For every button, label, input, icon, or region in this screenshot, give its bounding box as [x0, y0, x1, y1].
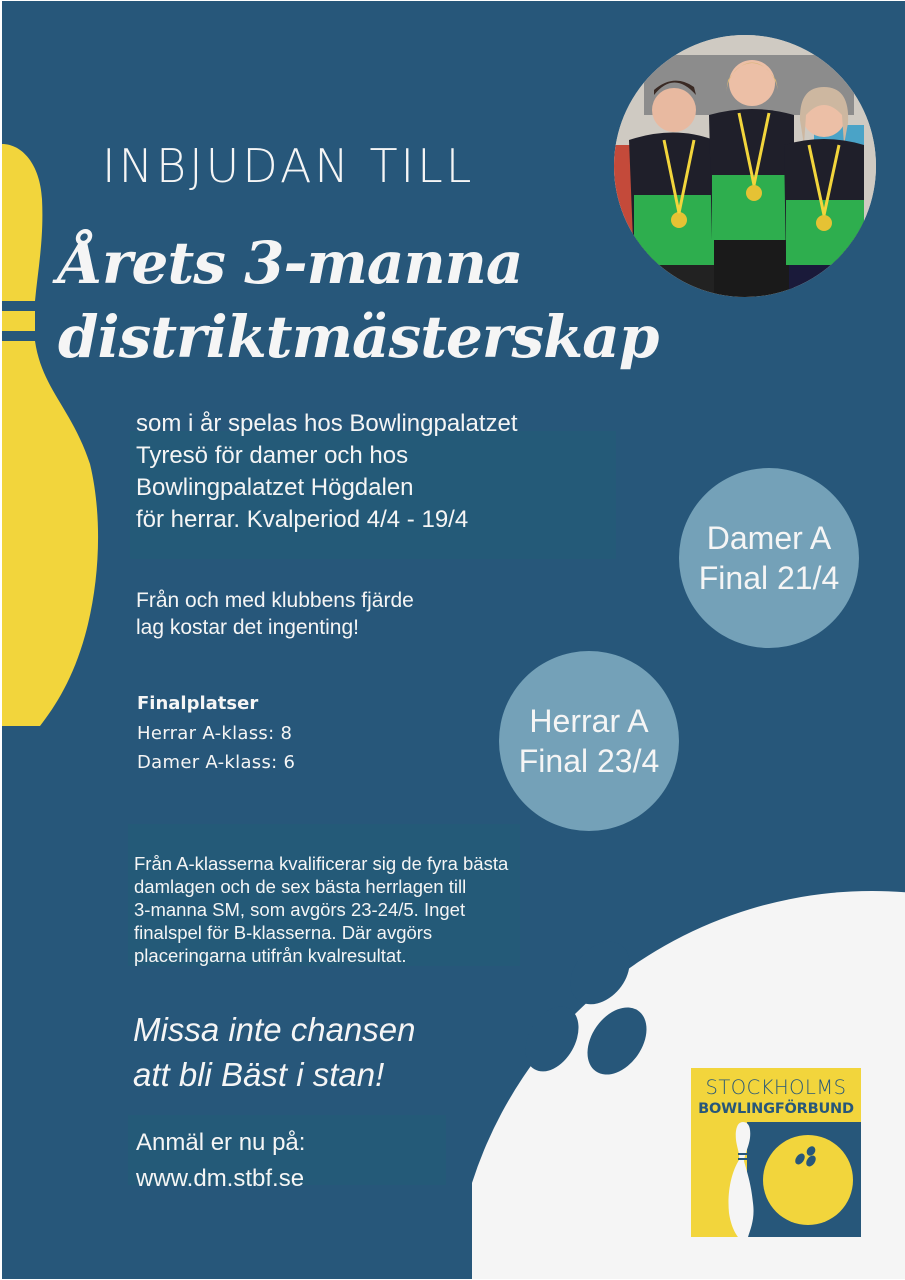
final-places-item: Damer A-klass: 6 [137, 752, 296, 773]
cost-line: lag kostar det ingenting! [136, 616, 359, 639]
qualification-info [134, 852, 508, 967]
qualification-line: placeringarna utifrån kvalresultat. [134, 945, 407, 966]
qualification-line: finalspel för B-klasserna. Där avgörs [134, 922, 433, 943]
qualification-line: damlagen och de sex bästa herrlagen till [134, 876, 467, 897]
herrar-final-badge [499, 651, 679, 831]
team-photo [614, 35, 876, 297]
venue-info [136, 408, 518, 536]
venue-line: som i år spelas hos Bowlingpalatzet [136, 410, 518, 437]
logo-text-bowlingforbund: BOWLINGFÖRBUND [698, 1101, 854, 1117]
herrar-final-class: Herrar A [529, 703, 649, 739]
poster [2, 1, 905, 1279]
damer-final-date: Final 21/4 [698, 560, 840, 596]
team-photo-illustration [614, 35, 876, 297]
slogan-line1: Missa inte chansen [133, 1011, 416, 1048]
damer-final-badge [679, 468, 859, 648]
venue-line: Bowlingpalatzet Högdalen [136, 474, 414, 501]
cost-info [136, 587, 414, 641]
damer-final-class: Damer A [706, 520, 832, 556]
slogan-line2: att bli Bäst i stan! [133, 1056, 385, 1093]
signup-label: Anmäl er nu på: [136, 1129, 306, 1156]
cost-line: Från och med klubbens fjärde [136, 589, 414, 612]
herrar-final-date: Final 23/4 [518, 743, 660, 779]
event-title-line1: Årets 3-manna [58, 229, 523, 297]
stockholms-bowlingforbund-logo [691, 1068, 861, 1237]
venue-line: för herrar. Kvalperiod 4/4 - 19/4 [136, 506, 469, 533]
intro-heading: INBJUDAN TILL [102, 139, 475, 193]
qualification-line: 3-manna SM, som avgörs 23-24/5. Inget [134, 899, 466, 920]
venue-line: Tyresö för damer och hos [136, 442, 409, 469]
final-places-item: Herrar A-klass: 8 [137, 723, 293, 744]
final-places-title: Finalplatser [137, 693, 259, 714]
qualification-line: Från A-klasserna kvalificerar sig de fyra bästa [134, 853, 509, 874]
logo-text-stockholms: STOCKHOLMS [705, 1076, 847, 1099]
event-title-line2: distriktmästerskap [58, 303, 659, 371]
signup-link[interactable]: www.dm.stbf.se [136, 1165, 305, 1192]
